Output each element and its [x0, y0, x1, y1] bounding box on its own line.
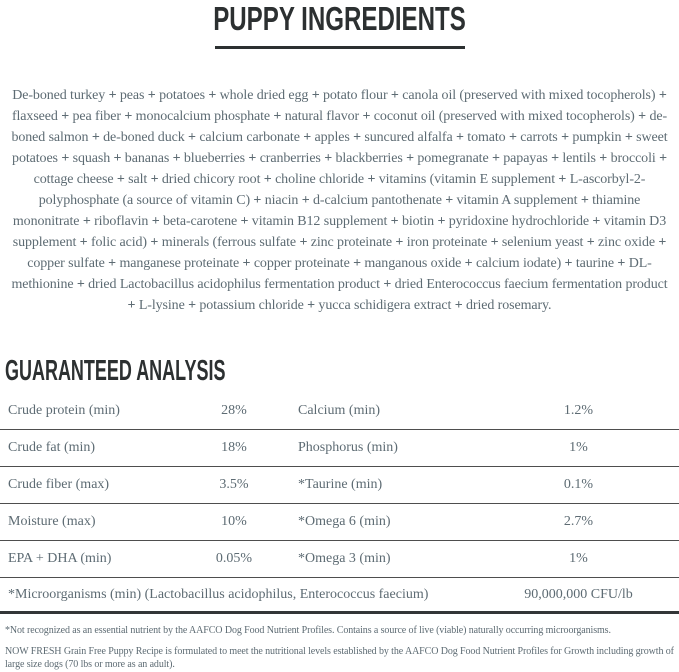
nutrient-value: 18% [221, 440, 247, 455]
nutrient-label: *Microorganisms (min) (Lactobacillus acidophilus, Enterococcus faecium) [8, 586, 429, 602]
table-row [0, 430, 679, 467]
nutrient-value: 90,000,000 CFU/lb [524, 586, 633, 602]
nutrient-label: *Omega 3 (min) [298, 551, 391, 566]
nutrient-value: 1% [569, 551, 588, 566]
nutrient-value: 2.7% [563, 514, 594, 529]
table-row [0, 541, 679, 578]
nutrient-label: Crude protein (min) [8, 403, 120, 418]
header [0, 0, 679, 49]
table-row [0, 504, 679, 541]
nutrient-value: 1% [569, 440, 588, 455]
nutrient-label: Crude fat (min) [8, 440, 96, 455]
nutrient-value: 1.2% [563, 403, 594, 418]
table-row [0, 467, 679, 504]
nutrient-label: Moisture (max) [8, 514, 96, 529]
nutrient-value: 28% [221, 403, 247, 418]
nutrient-label: Phosphorus (min) [298, 440, 398, 455]
footnote-aafco-nutrient: *Not recognized as an essential nutrient by the AAFCO Dog Food Nutrient Profiles. Contains a source of live (viable) naturally occurring microorganisms. [5, 625, 611, 636]
nutrient-label: *Taurine (min) [298, 477, 383, 492]
nutrient-label: EPA + DHA (min) [8, 551, 112, 566]
nutrient-value: 0.1% [563, 477, 594, 492]
microorganisms-row [0, 578, 679, 614]
nutrient-label: *Omega 6 (min) [298, 514, 391, 529]
footnote-formulation: NOW FRESH Grain Free Puppy Recipe is formulated to meet the nutritional levels established by the AAFCO Dog Food Nutrient Profiles for Growth including growth of large size dogs (70 lbs or more as an adult). [5, 646, 674, 670]
nutrient-label: Crude fiber (max) [8, 477, 110, 492]
footnotes [5, 624, 674, 672]
nutrient-value: 0.05% [215, 551, 253, 566]
guaranteed-analysis-table [0, 393, 679, 614]
nutrient-value: 10% [221, 514, 247, 529]
table-row [0, 393, 679, 430]
guaranteed-analysis-heading: GUARANTEED ANALYSIS [5, 355, 226, 387]
nutrient-value: 3.5% [219, 477, 249, 492]
ingredients-paragraph: De-boned turkey + peas + potatoes + whole dried egg + potato flour + canola oil (preserved with mixed tocopherols) + flaxseed + pea fiber + monocalcium phosphate + natural flavor + coconut oil (preserved with mixed tocopherols) + de-boned salmon + de-boned duck + calcium carbonate + apples + suncured alfalfa + tomato + carrots + pumpkin + sweet potatoes + squash + bananas + blueberries + cranberries + blackberries + pomegranate + papayas + lentils + broccoli + cottage cheese + salt + dried chicory root + choline chloride + vitamins (vitamin E supplement + L-ascorbyl-2-polyphosphate (a source of vitamin C) + niacin + d-calcium pantothenate + vitamin A supplement + thiamine mononitrate + riboflavin + beta-carotene + vitamin B12 supplement + biotin + pyridoxine hydrochloride + vitamin D3 supplement + folic acid) + minerals (ferrous sulfate + zinc proteinate + iron proteinate + selenium yeast + zinc oxide + copper sulfate + manganese proteinate + copper proteinate + manganous oxide + calcium iodate) + taurine + DL-methionine + dried Lactobacillus acidophilus fermentation product + dried Enterococcus faecium fermentation product + L-lysine + potassium chloride + yucca schidigera extract + dried rosemary. [11, 88, 668, 313]
page-title: PUPPY INGREDIENTS [213, 0, 466, 37]
nutrient-label: Calcium (min) [298, 403, 381, 418]
title-underline [215, 46, 465, 49]
